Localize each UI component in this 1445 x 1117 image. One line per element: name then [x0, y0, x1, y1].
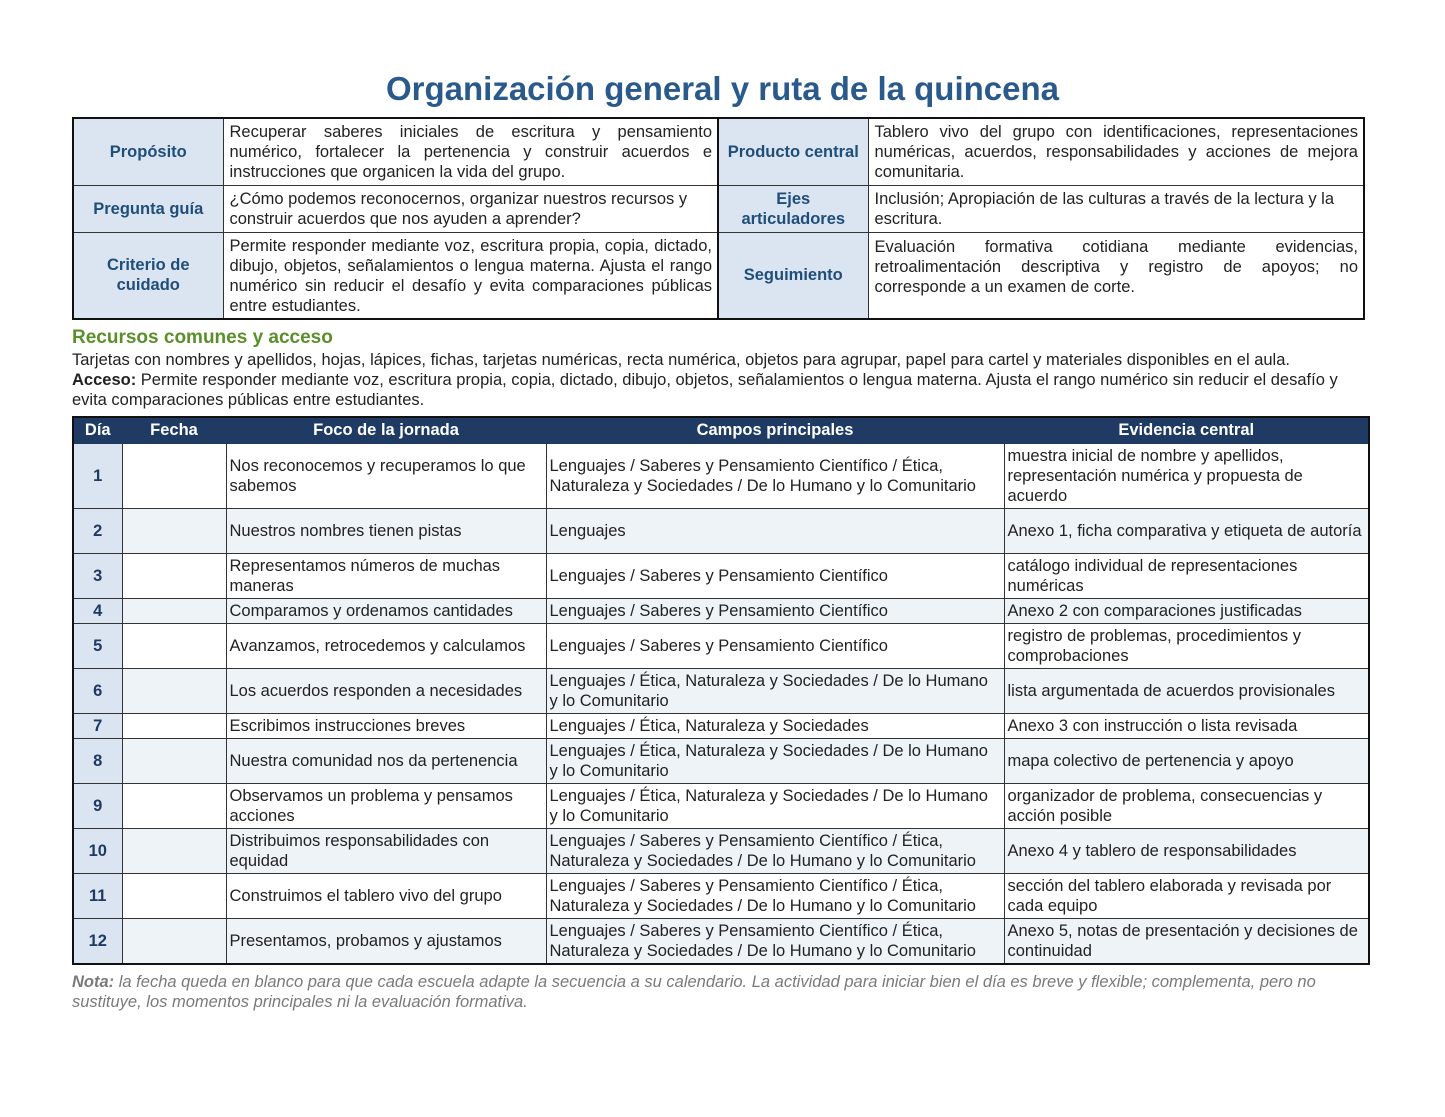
pregunta-value: ¿Cómo podemos reconocernos, organizar nuestros recursos y construir acuerdos que nos ayuden a aprender?	[223, 185, 718, 232]
focus-cell: Distribuimos responsabilidades con equidad	[226, 829, 546, 874]
date-cell	[122, 919, 226, 965]
table-row	[73, 444, 1369, 509]
day-number: 2	[73, 509, 122, 554]
focus-cell: Nos reconocemos y recuperamos lo que sabemos	[226, 444, 546, 509]
pregunta-label: Pregunta guía	[73, 185, 223, 232]
summary-row	[73, 185, 1364, 232]
date-cell	[122, 624, 226, 669]
table-row	[73, 784, 1369, 829]
date-cell	[122, 509, 226, 554]
date-cell	[122, 444, 226, 509]
focus-cell: Los acuerdos responden a necesidades	[226, 669, 546, 714]
date-cell	[122, 784, 226, 829]
day-number: 3	[73, 554, 122, 599]
ejes-value: Inclusión; Apropiación de las culturas a través de la lectura y la escritura.	[868, 185, 1364, 232]
access-text: Permite responder mediante voz, escritura propia, copia, dictado, dibujo, objetos, señalamientos o lengua materna. Ajusta el rango numérico sin reducir el desafío y evita comparaciones públicas entre estudiantes.	[72, 371, 1338, 409]
day-number: 4	[73, 599, 122, 624]
evidence-cell: organizador de problema, consecuencias y acción posible	[1004, 784, 1369, 829]
day-number: 5	[73, 624, 122, 669]
criterio-label: Criterio de cuidado	[73, 232, 223, 319]
resources-access	[72, 370, 1374, 410]
seguimiento-label: Seguimiento	[718, 232, 868, 319]
evidence-cell: Anexo 2 con comparaciones justificadas	[1004, 599, 1369, 624]
date-cell	[122, 599, 226, 624]
access-label: Acceso:	[72, 371, 137, 389]
note-text: la fecha queda en blanco para que cada escuela adapte la secuencia a su calendario. La actividad para iniciar bien el día es breve y flexible; complementa, pero no sustituye, los momentos principales ni la evaluación formativa.	[72, 973, 1316, 1011]
day-number: 8	[73, 739, 122, 784]
day-number: 9	[73, 784, 122, 829]
table-row	[73, 919, 1369, 965]
header-fecha: Fecha	[122, 417, 226, 444]
focus-cell: Avanzamos, retrocedemos y calculamos	[226, 624, 546, 669]
fields-cell: Lenguajes / Saberes y Pensamiento Científico	[546, 554, 1004, 599]
fields-cell: Lenguajes / Saberes y Pensamiento Científico	[546, 624, 1004, 669]
header-evidencia: Evidencia central	[1004, 417, 1369, 444]
evidence-cell: Anexo 1, ficha comparativa y etiqueta de autoría	[1004, 509, 1369, 554]
day-number: 12	[73, 919, 122, 965]
evidence-cell: catálogo individual de representaciones numéricas	[1004, 554, 1369, 599]
table-row	[73, 739, 1369, 784]
header-dia: Día	[73, 417, 122, 444]
day-number: 7	[73, 714, 122, 739]
ejes-label: Ejes articuladores	[718, 185, 868, 232]
date-cell	[122, 554, 226, 599]
fields-cell: Lenguajes / Saberes y Pensamiento Científico / Ética, Naturaleza y Sociedades / De lo Humano y lo Comunitario	[546, 919, 1004, 965]
date-cell	[122, 714, 226, 739]
fields-cell: Lenguajes / Ética, Naturaleza y Sociedades / De lo Humano y lo Comunitario	[546, 739, 1004, 784]
day-number: 10	[73, 829, 122, 874]
evidence-cell: mapa colectivo de pertenencia y apoyo	[1004, 739, 1369, 784]
header-foco: Foco de la jornada	[226, 417, 546, 444]
proposito-label: Propósito	[73, 118, 223, 185]
table-row	[73, 509, 1369, 554]
evidence-cell: registro de problemas, procedimientos y comprobaciones	[1004, 624, 1369, 669]
resources-list: Tarjetas con nombres y apellidos, hojas, lápices, fichas, tarjetas numéricas, recta numérica, objetos para agrupar, papel para cartel y materiales disponibles en el aula.	[72, 351, 1290, 369]
table-row	[73, 624, 1369, 669]
evidence-cell: Anexo 5, notas de presentación y decisiones de continuidad	[1004, 919, 1369, 965]
table-row	[73, 829, 1369, 874]
focus-cell: Comparamos y ordenamos cantidades	[226, 599, 546, 624]
focus-cell: Representamos números de muchas maneras	[226, 554, 546, 599]
criterio-value: Permite responder mediante voz, escritura propia, copia, dictado, dibujo, objetos, señalamientos o lengua materna. Ajusta el rango numérico sin reducir el desafío y evita comparaciones públicas entre estudiantes.	[223, 232, 718, 319]
date-cell	[122, 829, 226, 874]
table-row	[73, 554, 1369, 599]
table-row	[73, 669, 1369, 714]
plan-table	[72, 416, 1370, 965]
producto-label: Producto central	[718, 118, 868, 185]
focus-cell: Nuestra comunidad nos da pertenencia	[226, 739, 546, 784]
fields-cell: Lenguajes / Saberes y Pensamiento Científico	[546, 599, 1004, 624]
evidence-cell: muestra inicial de nombre y apellidos, representación numérica y propuesta de acuerdo	[1004, 444, 1369, 509]
page-title: Organización general y ruta de la quincena	[385, 70, 1060, 107]
fields-cell: Lenguajes / Saberes y Pensamiento Científico / Ética, Naturaleza y Sociedades / De lo Humano y lo Comunitario	[546, 874, 1004, 919]
resources-text	[72, 350, 1374, 410]
resources-heading: Recursos comunes y acceso	[72, 327, 333, 348]
evidence-cell: sección del tablero elaborada y revisada por cada equipo	[1004, 874, 1369, 919]
day-number: 6	[73, 669, 122, 714]
day-number: 1	[73, 444, 122, 509]
focus-cell: Construimos el tablero vivo del grupo	[226, 874, 546, 919]
fields-cell: Lenguajes / Ética, Naturaleza y Sociedades	[546, 714, 1004, 739]
fields-cell: Lenguajes / Ética, Naturaleza y Sociedades / De lo Humano y lo Comunitario	[546, 669, 1004, 714]
fields-cell: Lenguajes / Saberes y Pensamiento Científico / Ética, Naturaleza y Sociedades / De lo Humano y lo Comunitario	[546, 829, 1004, 874]
date-cell	[122, 874, 226, 919]
summary-row	[73, 118, 1364, 185]
plan-header-row	[73, 417, 1369, 444]
table-row	[73, 599, 1369, 624]
fields-cell: Lenguajes / Saberes y Pensamiento Científico / Ética, Naturaleza y Sociedades / De lo Humano y lo Comunitario	[546, 444, 1004, 509]
summary-row	[73, 232, 1364, 319]
table-row	[73, 874, 1369, 919]
evidence-cell: lista argumentada de acuerdos provisionales	[1004, 669, 1369, 714]
focus-cell: Nuestros nombres tienen pistas	[226, 509, 546, 554]
fields-cell: Lenguajes	[546, 509, 1004, 554]
note-label: Nota:	[72, 973, 115, 991]
evidence-cell: Anexo 3 con instrucción o lista revisada	[1004, 714, 1369, 739]
date-cell	[122, 669, 226, 714]
producto-value: Tablero vivo del grupo con identificaciones, representaciones numéricas, acuerdos, responsabilidades y acciones de mejora comunitaria.	[868, 118, 1364, 185]
seguimiento-value: Evaluación formativa cotidiana mediante evidencias, retroalimentación descriptiva y registro de apoyos; no corresponde a un examen de corte.	[868, 232, 1364, 319]
date-cell	[122, 739, 226, 784]
focus-cell: Escribimos instrucciones breves	[226, 714, 546, 739]
footnote	[72, 972, 1374, 1012]
evidence-cell: Anexo 4 y tablero de responsabilidades	[1004, 829, 1369, 874]
summary-table	[72, 117, 1365, 320]
focus-cell: Presentamos, probamos y ajustamos	[226, 919, 546, 965]
header-campos: Campos principales	[546, 417, 1004, 444]
focus-cell: Observamos un problema y pensamos acciones	[226, 784, 546, 829]
table-row	[73, 714, 1369, 739]
proposito-value: Recuperar saberes iniciales de escritura y pensamiento numérico, fortalecer la pertenencia y construir acuerdos e instrucciones que organicen la vida del grupo.	[223, 118, 718, 185]
day-number: 11	[73, 874, 122, 919]
fields-cell: Lenguajes / Ética, Naturaleza y Sociedades / De lo Humano y lo Comunitario	[546, 784, 1004, 829]
